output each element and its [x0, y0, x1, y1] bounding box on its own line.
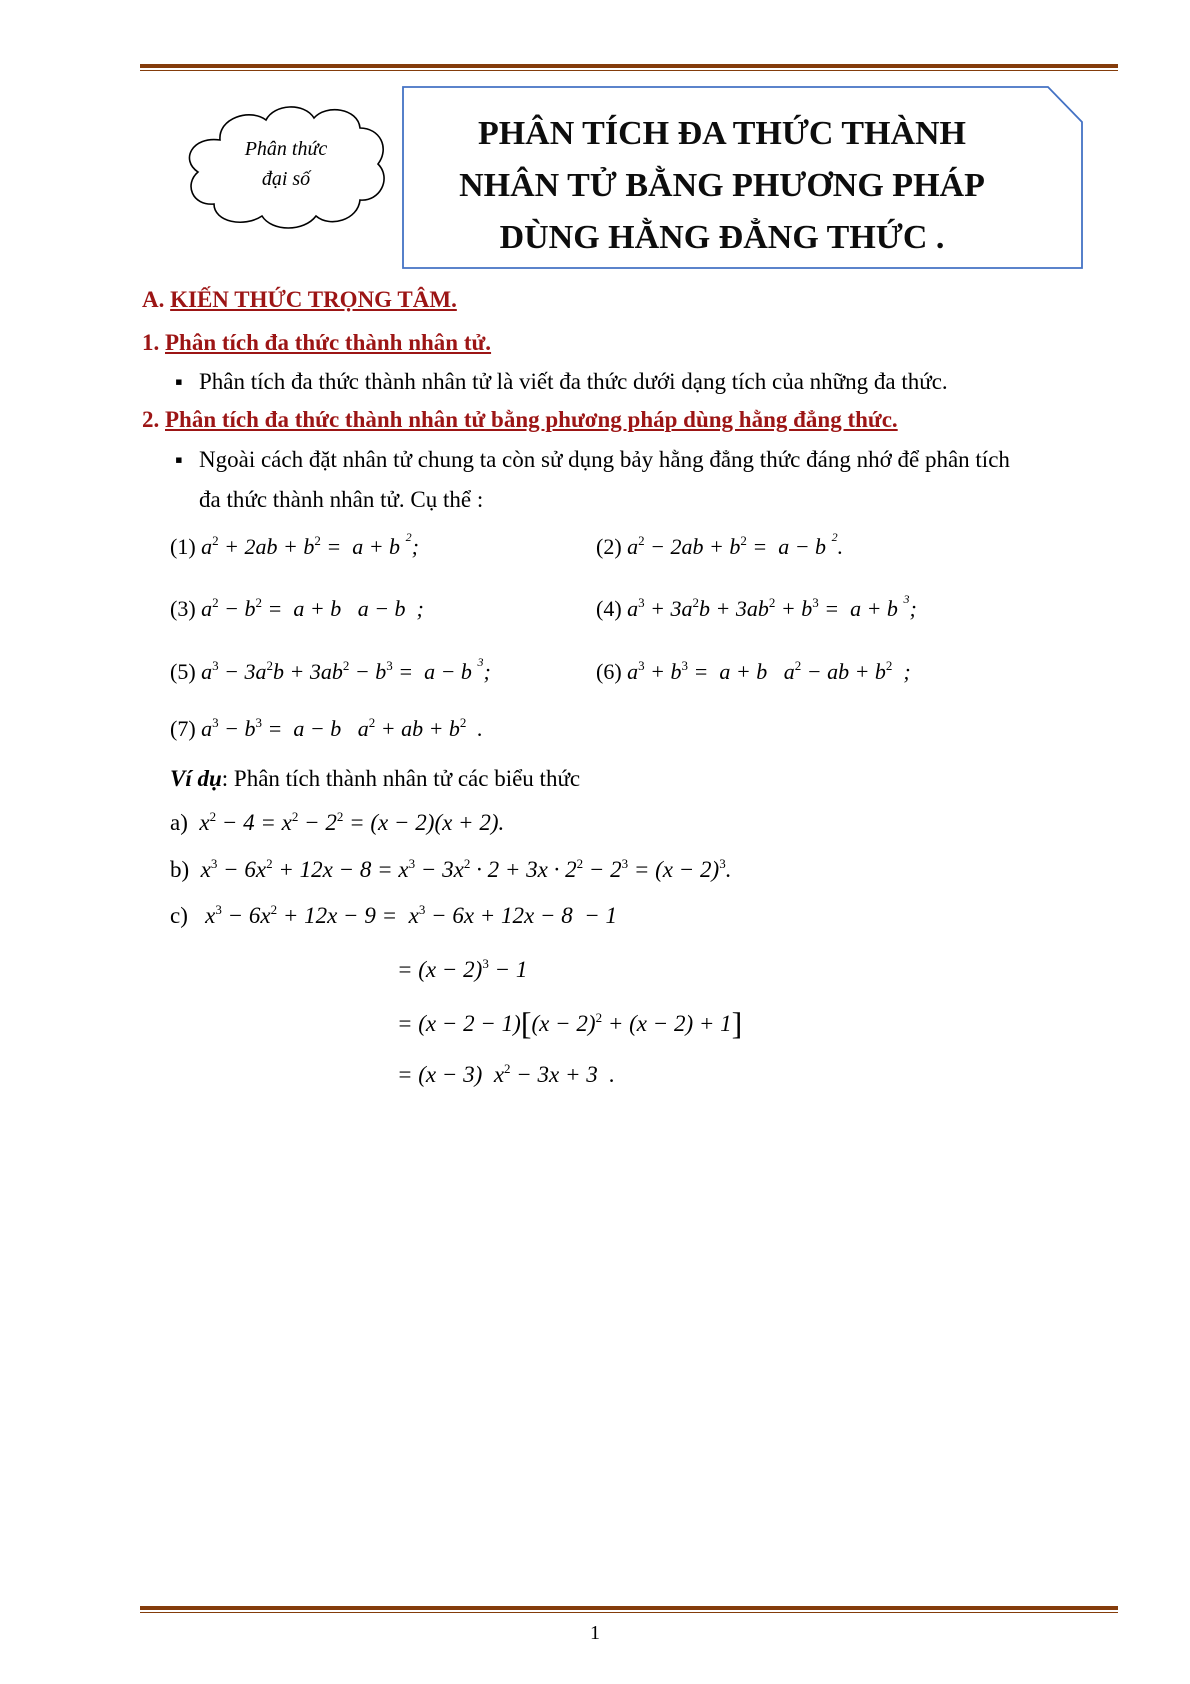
- section-a-title: KIẾN THỨC TRỌNG TÂM.: [170, 287, 457, 312]
- topic-cloud: [180, 100, 392, 232]
- section-a-heading: A. KIẾN THỨC TRỌNG TÂM.: [142, 287, 457, 312]
- example-c-step-3: = (x − 3) $x^2 - 3x + 3$ .: [397, 1061, 616, 1087]
- subsection-2-heading: 2. Phân tích đa thức thành nhân tử bằng phương pháp dùng hằng đẳng thức.: [142, 407, 898, 432]
- example-c-step-1: = $(x - 2)^3 - 1$: [397, 956, 528, 982]
- example-label: Ví dụ: [170, 766, 222, 791]
- subsection-2-bullet-line2: đa thức thành nhân tử. Cụ thể :: [199, 487, 484, 512]
- example-a: a) $x^2 - 4 = x^2 - 2^2 = (x - 2)(x + 2)$.: [170, 809, 505, 835]
- cloud-label-line2: đại số: [261, 168, 311, 190]
- subsection-2-bullet-line1: Ngoài cách đặt nhân tử chung ta còn sử dụng bảy hằng đẳng thức đáng nhớ để phân tích: [199, 447, 1010, 472]
- identity-7: (7) $a^3 - b^3 = a - b$ $a^2$ + ab + $b^2$ .: [170, 715, 483, 741]
- identity-4: (4) $a^3 + 3a^2b + 3ab^2 + b^3 = a + b$ $^3$;: [596, 592, 917, 621]
- example-c: c) $x^3 - 6x^2 + 12x - 9 = x^3 - 6x + 12x - 8 - 1$: [170, 902, 618, 928]
- identity-3: (3) $a^2 - b^2 = a + b$ a − b ;: [170, 595, 424, 621]
- subsection-1-heading: 1. Phân tích đa thức thành nhân tử.: [142, 330, 492, 355]
- top-rule: [140, 64, 1118, 71]
- example-c-step-2: = $(x - 2 - 1)[(x - 2)^2 + (x - 2) + 1]$: [397, 1005, 743, 1041]
- identity-6: (6) $a^3 + b^3 = a + b$ $a^2$ − ab + $b^2$ ;: [596, 658, 911, 684]
- identity-5: (5) $a^3 - 3a^2b + 3ab^2 - b^3 = a - b$ $^3$;: [170, 655, 491, 684]
- title-box: [402, 86, 1084, 269]
- identity-2: (2) $a^2 - 2ab + b^2 = a - b$ $^2$.: [596, 530, 844, 559]
- cloud-label-line1: Phân thức: [244, 138, 328, 160]
- subsection-1-title: Phân tích đa thức thành nhân tử.: [165, 330, 492, 355]
- title-line3: DÙNG HẰNG ĐẲNG THỨC .: [499, 219, 945, 256]
- page-number: 1: [590, 1622, 600, 1644]
- identity-1: (1) $a^2 + 2ab + b^2 = a + b$ $^2$;: [170, 530, 419, 559]
- example-b: b) $x^3 - 6x^2 + 12x - 8 = x^3 - 3x^2 \cdot 2 + 3x \cdot 2^2 - 2^3 = (x - 2)^3$.: [170, 856, 732, 882]
- subsection-2-title: Phân tích đa thức thành nhân tử bằng phương pháp dùng hằng đẳng thức.: [165, 407, 898, 432]
- example-heading: Ví dụ: Phân tích thành nhân tử các biểu thức: [170, 766, 581, 791]
- square-bullet-icon: ▪: [175, 447, 183, 472]
- bottom-rule: [140, 1606, 1118, 1613]
- square-bullet-icon: ▪: [175, 369, 183, 394]
- subsection-1-bullet: Phân tích đa thức thành nhân tử là viết đa thức dưới dạng tích của những đa thức.: [199, 369, 948, 394]
- title-line1: PHÂN TÍCH ĐA THỨC THÀNH: [477, 115, 967, 152]
- title-line2: NHÂN TỬ BẰNG PHƯƠNG PHÁP: [459, 167, 985, 204]
